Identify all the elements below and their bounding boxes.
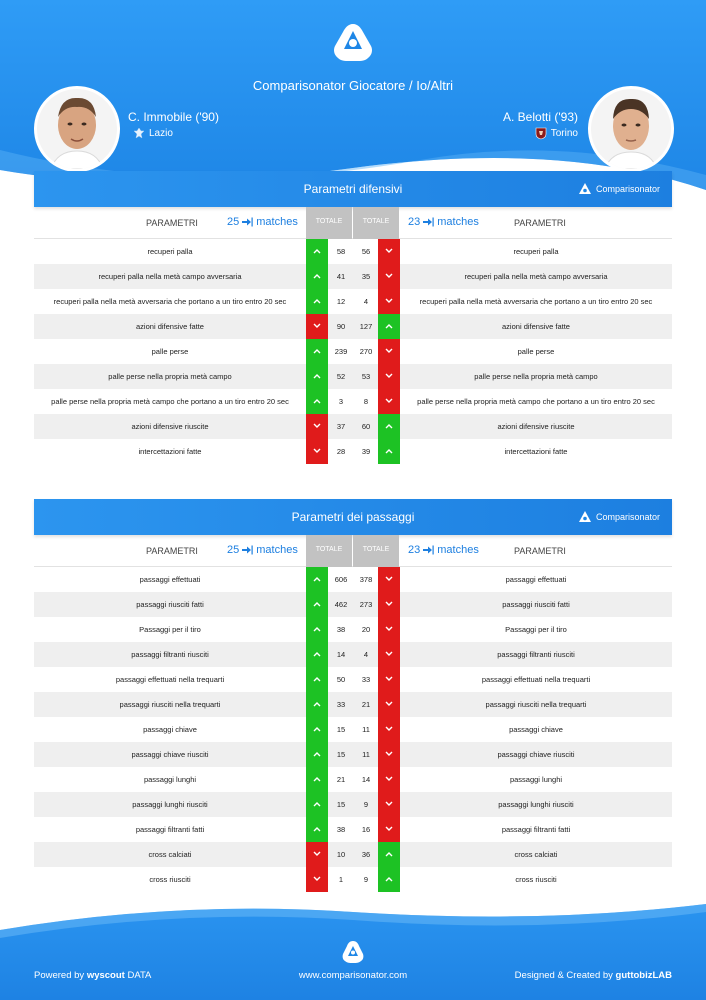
- chevron-up-icon: [313, 373, 321, 379]
- indicator-left: [306, 842, 328, 867]
- value-left: 90: [336, 322, 346, 331]
- value-right: 56: [361, 247, 371, 256]
- value-left: 606: [334, 575, 348, 584]
- comparisonator-logo-icon: [578, 182, 592, 196]
- chevron-down-icon: [385, 601, 393, 607]
- params-header-left: PARAMETRI: [146, 218, 198, 228]
- chevron-down-icon: [385, 626, 393, 632]
- indicator-left: [306, 364, 328, 389]
- sign-in-arrow-icon: [242, 545, 253, 555]
- comparison-row: [34, 439, 672, 464]
- value-left: 41: [336, 272, 346, 281]
- indicator-left: [306, 742, 328, 767]
- chevron-down-icon: [385, 826, 393, 832]
- row-label-right: palle perse nella propria metà campo che portano a un tiro entro 20 sec: [417, 397, 655, 406]
- value-right: 4: [363, 650, 369, 659]
- row-label-left: passaggi effettuati nella trequarti: [115, 675, 225, 684]
- column-header: [34, 535, 672, 567]
- row-label-right: recuperi palla: [513, 247, 559, 256]
- badge-label: Comparisonator: [595, 512, 660, 522]
- chevron-down-icon: [313, 876, 321, 882]
- chevron-up-icon: [313, 576, 321, 582]
- matches-count-left: 25: [227, 544, 240, 556]
- comparisonator-logo-icon[interactable]: [332, 22, 374, 64]
- value-left: 38: [336, 625, 346, 634]
- indicator-right: [378, 364, 400, 389]
- indicator-left: [306, 264, 328, 289]
- indicator-left: [306, 692, 328, 717]
- indicator-left: [306, 717, 328, 742]
- chevron-up-icon: [385, 876, 393, 882]
- indicator-right: [378, 414, 400, 439]
- matches-word-right: matches: [437, 544, 479, 556]
- indicator-right: [378, 717, 400, 742]
- badge-label: Comparisonator: [595, 184, 660, 194]
- row-label-right: azioni difensive riuscite: [497, 422, 575, 431]
- comparison-row: [34, 642, 672, 667]
- indicator-left: [306, 667, 328, 692]
- chevron-down-icon: [385, 801, 393, 807]
- comparison-row: [34, 264, 672, 289]
- player-left-team: [133, 127, 173, 139]
- comparisonator-logo-icon: [578, 510, 592, 524]
- indicator-left: [306, 642, 328, 667]
- params-header-left: PARAMETRI: [146, 546, 198, 556]
- chevron-down-icon: [385, 348, 393, 354]
- player-right-team: [535, 127, 578, 140]
- value-right: 33: [361, 675, 371, 684]
- indicator-left: [306, 389, 328, 414]
- defensive-rows: [34, 239, 672, 464]
- comparison-row: [34, 717, 672, 742]
- matches-count-right: 23: [408, 216, 421, 228]
- comparison-row: [34, 692, 672, 717]
- indicator-right: [378, 817, 400, 842]
- row-label-right: azioni difensive fatte: [502, 322, 570, 331]
- sign-in-arrow-icon: [242, 217, 253, 227]
- row-label-left: palle perse: [151, 347, 189, 356]
- chevron-up-icon: [385, 448, 393, 454]
- comparisonator-logo-icon[interactable]: [341, 940, 365, 964]
- row-label-right: passaggi filtranti fatti: [501, 825, 571, 834]
- comparison-row: [34, 842, 672, 867]
- params-header-right: PARAMETRI: [514, 546, 566, 556]
- chevron-down-icon: [313, 448, 321, 454]
- indicator-left: [306, 414, 328, 439]
- value-right: 270: [359, 347, 373, 356]
- value-right: 16: [361, 825, 371, 834]
- row-label-right: passaggi effettuati nella trequarti: [481, 675, 591, 684]
- chevron-up-icon: [313, 601, 321, 607]
- passing-section: [34, 499, 672, 892]
- defensive-section: [34, 171, 672, 464]
- row-label-left: cross calciati: [148, 850, 192, 859]
- powered-prefix: Powered by: [34, 970, 85, 981]
- chevron-up-icon: [313, 676, 321, 682]
- indicator-right: [378, 264, 400, 289]
- chevron-up-icon: [313, 826, 321, 832]
- matches-count-right: 23: [408, 544, 421, 556]
- row-label-right: recuperi palla nella metà avversaria che portano a un tiro entro 20 sec: [419, 297, 653, 306]
- value-right: 11: [362, 725, 370, 734]
- value-left: 12: [336, 297, 346, 306]
- chevron-down-icon: [385, 676, 393, 682]
- value-left: 33: [336, 700, 346, 709]
- comparison-row: [34, 592, 672, 617]
- sign-in-arrow-icon: [423, 545, 434, 555]
- row-label-left: palle perse nella propria metà campo che portano a un tiro entro 20 sec: [51, 397, 289, 406]
- params-header-right: PARAMETRI: [514, 218, 566, 228]
- value-left: 14: [336, 650, 346, 659]
- indicator-left: [306, 792, 328, 817]
- value-right: 127: [359, 322, 373, 331]
- comparison-row: [34, 742, 672, 767]
- chevron-up-icon: [313, 651, 321, 657]
- comparison-row: [34, 667, 672, 692]
- value-right: 20: [361, 625, 371, 634]
- value-right: 378: [359, 575, 373, 584]
- chevron-up-icon: [313, 751, 321, 757]
- indicator-left: [306, 592, 328, 617]
- passing-section-header: [34, 499, 672, 535]
- chevron-down-icon: [385, 651, 393, 657]
- row-label-left: passaggi chiave riusciti: [131, 750, 209, 759]
- defensive-section-header: [34, 171, 672, 207]
- value-left: 58: [336, 247, 346, 256]
- player-left-avatar: [34, 86, 120, 172]
- indicator-right: [378, 617, 400, 642]
- chevron-down-icon: [385, 248, 393, 254]
- indicator-left: [306, 567, 328, 592]
- indicator-right: [378, 642, 400, 667]
- guttobizlab-brand: guttobizLAB: [615, 970, 672, 981]
- indicator-right: [378, 314, 400, 339]
- chevron-up-icon: [385, 423, 393, 429]
- comparison-row: [34, 289, 672, 314]
- total-header-right: TOTALE: [353, 535, 399, 567]
- matches-word-left: matches: [256, 216, 298, 228]
- player-right-team-label: Torino: [550, 128, 578, 139]
- value-left: 28: [336, 447, 346, 456]
- comparison-row: [34, 389, 672, 414]
- row-label-left: recuperi palla nella metà avversaria che portano a un tiro entro 20 sec: [53, 297, 287, 306]
- indicator-right: [378, 389, 400, 414]
- player-left-name: C. Immobile ('90): [128, 110, 219, 124]
- credits: [515, 970, 672, 981]
- row-label-right: palle perse: [517, 347, 555, 356]
- row-label-right: passaggi riusciti fatti: [502, 600, 570, 609]
- value-left: 15: [336, 800, 346, 809]
- player-right-name: A. Belotti ('93): [503, 110, 578, 124]
- indicator-left: [306, 239, 328, 264]
- chevron-down-icon: [385, 701, 393, 707]
- indicator-right: [378, 567, 400, 592]
- chevron-up-icon: [313, 248, 321, 254]
- value-left: 21: [336, 775, 346, 784]
- section-title: Parametri dei passaggi: [291, 510, 415, 524]
- row-label-left: palle perse nella propria metà campo: [108, 372, 232, 381]
- value-right: 36: [361, 850, 371, 859]
- value-left: 1: [338, 875, 344, 884]
- row-label-left: passaggi riusciti nella trequarti: [119, 700, 221, 709]
- torino-crest-icon: [535, 127, 547, 140]
- value-left: 3: [338, 397, 344, 406]
- indicator-left: [306, 817, 328, 842]
- section-title: Parametri difensivi: [303, 182, 403, 196]
- indicator-right: [378, 792, 400, 817]
- row-label-left: passaggi filtranti riusciti: [131, 650, 209, 659]
- comparison-row: [34, 314, 672, 339]
- indicator-right: [378, 692, 400, 717]
- value-right: 11: [362, 750, 370, 759]
- comparison-row: [34, 767, 672, 792]
- row-label-right: palle perse nella propria metà campo: [474, 372, 598, 381]
- matches-left: [227, 544, 298, 556]
- comparison-row: [34, 617, 672, 642]
- value-right: 39: [361, 447, 371, 456]
- indicator-left: [306, 339, 328, 364]
- comparison-row: [34, 339, 672, 364]
- value-left: 10: [336, 850, 346, 859]
- value-left: 52: [336, 372, 346, 381]
- indicator-left: [306, 767, 328, 792]
- value-right: 8: [363, 397, 369, 406]
- indicator-right: [378, 842, 400, 867]
- row-label-right: passaggi filtranti riusciti: [497, 650, 575, 659]
- value-right: 14: [361, 775, 371, 784]
- chevron-up-icon: [313, 298, 321, 304]
- value-left: 239: [334, 347, 348, 356]
- indicator-right: [378, 439, 400, 464]
- value-right: 53: [361, 372, 371, 381]
- comparison-row: [34, 867, 672, 892]
- row-label-right: passaggi riusciti nella trequarti: [485, 700, 587, 709]
- comparison-row: [34, 792, 672, 817]
- powered-suffix: DATA: [127, 970, 152, 981]
- row-label-left: passaggi chiave: [143, 725, 197, 734]
- total-header-left: TOTALE: [306, 207, 352, 239]
- row-label-left: cross riusciti: [149, 875, 191, 884]
- row-label-left: intercettazioni fatte: [138, 447, 202, 456]
- lazio-crest-icon: [133, 127, 145, 139]
- value-right: 273: [359, 600, 373, 609]
- row-label-right: cross calciati: [514, 850, 558, 859]
- total-header-left: TOTALE: [306, 535, 352, 567]
- chevron-down-icon: [385, 726, 393, 732]
- row-label-left: azioni difensive riuscite: [131, 422, 209, 431]
- value-left: 38: [336, 825, 346, 834]
- row-label-right: recuperi palla nella metà campo avversaria: [464, 272, 608, 281]
- chevron-down-icon: [385, 576, 393, 582]
- chevron-down-icon: [385, 373, 393, 379]
- chevron-up-icon: [313, 776, 321, 782]
- chevron-down-icon: [385, 398, 393, 404]
- row-label-left: passaggi filtranti fatti: [135, 825, 205, 834]
- value-right: 21: [361, 700, 371, 709]
- website-link[interactable]: www.comparisonator.com: [298, 970, 408, 981]
- indicator-right: [378, 867, 400, 892]
- comparisonator-badge: [578, 182, 660, 196]
- comparison-row: [34, 239, 672, 264]
- page-title: Comparisonator Giocatore / Io/Altri: [252, 78, 454, 93]
- row-label-right: cross riusciti: [515, 875, 557, 884]
- player-left-team-label: Lazio: [149, 127, 173, 139]
- wyscout-brand: wyscout: [86, 970, 125, 981]
- chevron-up-icon: [385, 851, 393, 857]
- matches-word-left: matches: [256, 544, 298, 556]
- chevron-up-icon: [313, 801, 321, 807]
- chevron-down-icon: [385, 273, 393, 279]
- indicator-left: [306, 314, 328, 339]
- indicator-right: [378, 339, 400, 364]
- chevron-up-icon: [313, 398, 321, 404]
- indicator-right: [378, 289, 400, 314]
- row-label-right: intercettazioni fatte: [504, 447, 568, 456]
- comparison-row: [34, 817, 672, 842]
- chevron-down-icon: [313, 323, 321, 329]
- player-right-avatar: [588, 86, 674, 172]
- chevron-up-icon: [313, 348, 321, 354]
- indicator-right: [378, 767, 400, 792]
- total-header-right: TOTALE: [353, 207, 399, 239]
- matches-right: [408, 544, 479, 556]
- indicator-left: [306, 439, 328, 464]
- chevron-down-icon: [313, 851, 321, 857]
- row-label-left: passaggi effettuati: [139, 575, 201, 584]
- comparisonator-badge: [578, 510, 660, 524]
- matches-left: [227, 216, 298, 228]
- indicator-right: [378, 667, 400, 692]
- matches-right: [408, 216, 479, 228]
- value-right: 9: [363, 875, 369, 884]
- column-header: [34, 207, 672, 239]
- row-label-left: azioni difensive fatte: [136, 322, 204, 331]
- indicator-right: [378, 742, 400, 767]
- value-right: 60: [361, 422, 371, 431]
- row-label-right: Passaggi per il tiro: [505, 625, 567, 634]
- row-label-right: passaggi effettuati: [505, 575, 567, 584]
- footer: [0, 890, 706, 1000]
- comparison-row: [34, 567, 672, 592]
- comparison-row: [34, 364, 672, 389]
- value-left: 462: [334, 600, 348, 609]
- row-label-left: passaggi lunghi: [143, 775, 197, 784]
- credit-prefix: Designed & Created by: [514, 970, 613, 981]
- indicator-left: [306, 867, 328, 892]
- value-right: 35: [361, 272, 371, 281]
- chevron-up-icon: [313, 273, 321, 279]
- matches-count-left: 25: [227, 216, 240, 228]
- indicator-left: [306, 617, 328, 642]
- chevron-up-icon: [313, 701, 321, 707]
- chevron-up-icon: [385, 323, 393, 329]
- chevron-up-icon: [313, 726, 321, 732]
- matches-word-right: matches: [437, 216, 479, 228]
- value-left: 15: [336, 750, 346, 759]
- row-label-right: passaggi chiave: [509, 725, 563, 734]
- chevron-up-icon: [313, 626, 321, 632]
- indicator-right: [378, 592, 400, 617]
- row-label-right: passaggi chiave riusciti: [497, 750, 575, 759]
- indicator-right: [378, 239, 400, 264]
- passing-rows: [34, 567, 672, 892]
- row-label-left: Passaggi per il tiro: [139, 625, 201, 634]
- value-right: 9: [363, 800, 369, 809]
- value-left: 37: [336, 422, 346, 431]
- chevron-down-icon: [385, 776, 393, 782]
- value-left: 50: [336, 675, 346, 684]
- chevron-down-icon: [385, 751, 393, 757]
- row-label-left: recuperi palla nella metà campo avversaria: [98, 272, 242, 281]
- row-label-right: passaggi lunghi riusciti: [498, 800, 574, 809]
- value-left: 15: [336, 725, 346, 734]
- row-label-left: passaggi riusciti fatti: [136, 600, 204, 609]
- value-right: 4: [363, 297, 369, 306]
- comparison-row: [34, 414, 672, 439]
- chevron-down-icon: [313, 423, 321, 429]
- player-face-icon: [37, 89, 117, 169]
- indicator-left: [306, 289, 328, 314]
- player-face-icon: [591, 89, 671, 169]
- chevron-down-icon: [385, 298, 393, 304]
- sign-in-arrow-icon: [423, 217, 434, 227]
- row-label-left: passaggi lunghi riusciti: [132, 800, 208, 809]
- row-label-right: passaggi lunghi: [509, 775, 563, 784]
- row-label-left: recuperi palla: [147, 247, 193, 256]
